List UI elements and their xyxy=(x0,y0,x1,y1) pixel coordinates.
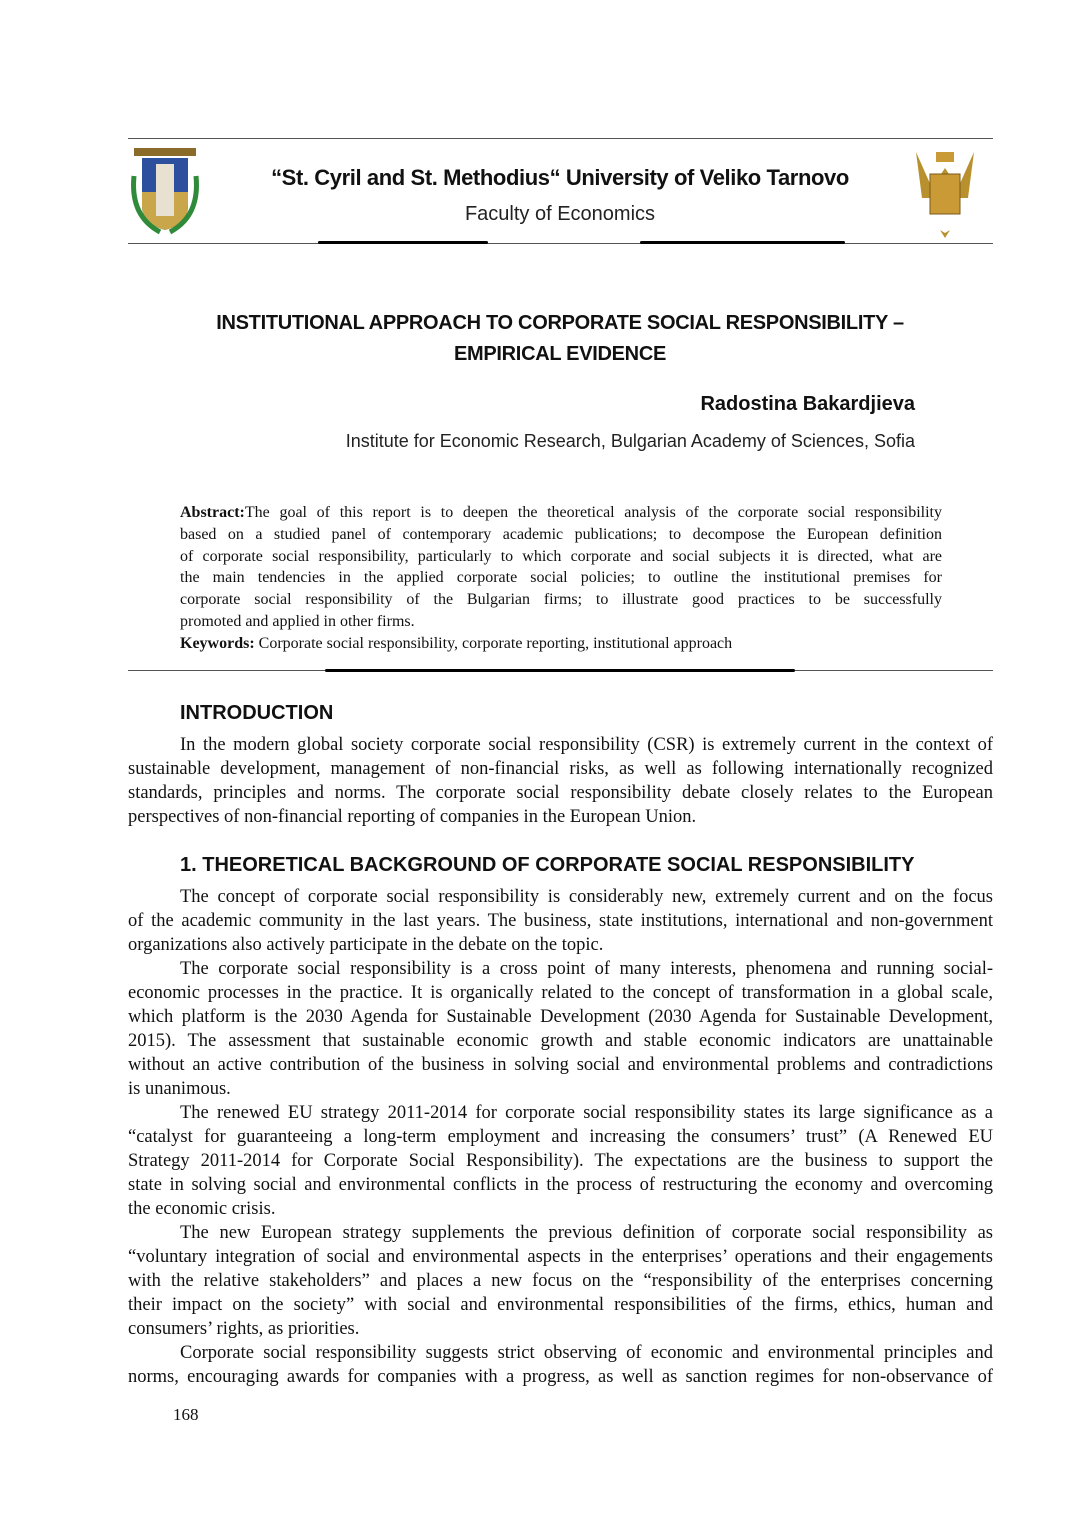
paragraph-line: The new European strategy supplements the previous definition of corporate social responsibility as xyxy=(180,1223,993,1243)
faculty-emblem-logo xyxy=(912,148,978,243)
paragraph-line: their impact on the society” with social and environmental responsibilities of the firms, ethics, human and xyxy=(128,1295,993,1315)
header-accent-bar xyxy=(640,241,845,244)
paragraph-line: without an active contribution of the business in solving social and environmental problems and contradictions xyxy=(128,1055,993,1075)
title-line: EMPIRICAL EVIDENCE xyxy=(453,343,667,365)
paragraph-line: Strategy 2011-2014 for Corporate Social Responsibility). The expectations are the business to support the xyxy=(128,1151,993,1171)
keywords xyxy=(180,633,942,655)
abstract-line: based on a studied panel of contemporary academic publications; to decompose the European definition xyxy=(180,525,942,543)
abstract-line: corporate social responsibility of the Bulgarian firms; to illustrate good practices to be successfully xyxy=(180,591,942,609)
paragraph-line: “catalyst for guaranteeing a long-term employment and increasing the consumers’ trust” (A Renewed EU xyxy=(128,1127,993,1147)
author-name: Radostina Bakardjieva xyxy=(700,393,915,415)
paragraph xyxy=(128,885,993,957)
paragraph-line: with the relative stakeholders” and places a new focus on the “responsibility of the enterprises concerning xyxy=(128,1271,993,1291)
paragraph-line: sustainable development, management of non-financial risks, as well as following internationally recognized xyxy=(128,759,993,779)
author-affiliation: Institute for Economic Research, Bulgarian Academy of Sciences, Sofia xyxy=(345,431,915,451)
abstract-label: Abstract: xyxy=(180,504,245,521)
header-accent-bar xyxy=(318,241,488,244)
paragraph-line: is unanimous. xyxy=(128,1079,231,1099)
paper-title xyxy=(150,308,970,370)
paragraph-line: In the modern global society corporate social responsibility (CSR) is extremely current in the context of xyxy=(180,735,993,755)
paragraph-line: organizations also actively participate in the debate on the topic. xyxy=(128,935,604,955)
paragraph-line: which platform is the 2030 Agenda for Sustainable Development (2030 Agenda for Sustainable Development, xyxy=(128,1007,993,1027)
paragraph-line: state in solving social and environmental conflicts in the process of restructuring the economy and overcoming xyxy=(128,1175,993,1195)
abstract xyxy=(180,502,942,655)
abstract-line xyxy=(180,502,942,524)
paragraph-line: The corporate social responsibility is a cross point of many interests, phenomena and running social- xyxy=(180,959,993,979)
abstract-line: promoted and applied in other firms. xyxy=(180,612,415,630)
title-line: INSTITUTIONAL APPROACH TO CORPORATE SOCIAL RESPONSIBILITY – xyxy=(216,312,904,334)
section-body-introduction xyxy=(128,733,993,829)
paragraph-line: standards, principles and norms. The corporate social responsibility debate closely relates to the European xyxy=(128,783,993,803)
paragraph-line: of the academic community in the last years. The business, state institutions, international and non-government xyxy=(128,911,993,931)
page-number: 168 xyxy=(173,1405,199,1424)
paragraph-line: perspectives of non-financial reporting of companies in the European Union. xyxy=(128,807,697,827)
university-name: “St. Cyril and St. Methodius“ University of Veliko Tarnovo xyxy=(271,165,849,190)
keywords-text: Corporate social responsibility, corporate reporting, institutional approach xyxy=(254,634,733,652)
section-heading-introduction: INTRODUCTION xyxy=(180,702,334,724)
header-top-rule xyxy=(128,138,993,139)
paragraph xyxy=(128,1341,993,1389)
paragraph-line: 2015). The assessment that sustainable economic growth and stable economic indicators are unattainable xyxy=(128,1031,993,1051)
abstract-line: of corporate social responsibility, particularly to which corporate and social subjects it is directed, what are xyxy=(180,547,942,565)
paragraph xyxy=(128,733,993,829)
abstract-accent-bar xyxy=(325,669,795,672)
abstract-line: the main tendencies in the applied corporate social policies; to outline the institutional premises for xyxy=(180,569,942,587)
paragraph-line: “voluntary integration of social and environmental aspects in the enterprises’ operations and their engagements xyxy=(128,1247,993,1267)
paragraph-line: The concept of corporate social responsibility is considerably new, extremely current and on the focus xyxy=(180,887,993,907)
section-heading-theoretical-background: 1. THEORETICAL BACKGROUND OF CORPORATE SOCIAL RESPONSIBILITY xyxy=(180,854,915,876)
faculty-name: Faculty of Economics xyxy=(464,203,656,225)
paragraph xyxy=(128,957,993,1101)
abstract-text: The goal of this report is to deepen the theoretical analysis of the corporate social responsibility xyxy=(244,504,942,521)
paragraph xyxy=(128,1101,993,1221)
paragraph-line: The renewed EU strategy 2011-2014 for corporate social responsibility states its large significance as a xyxy=(180,1103,993,1123)
paragraph-line: consumers’ rights, as priorities. xyxy=(128,1319,360,1339)
paragraph-line: economic processes in the practice. It is organically related to the concept of transformation in a global scale, xyxy=(128,983,993,1003)
paragraph-line: norms, encouraging awards for companies with a progress, as well as sanction regimes for non-observance of xyxy=(128,1367,993,1387)
header-bottom-rule xyxy=(128,243,993,244)
paragraph-line: Corporate social responsibility suggests strict observing of economic and environmental principles and xyxy=(180,1343,993,1363)
section-body-theoretical-background xyxy=(128,885,993,1389)
keywords-label: Keywords: xyxy=(180,634,255,652)
paragraph-line: the economic crisis. xyxy=(128,1199,276,1219)
paragraph xyxy=(128,1221,993,1341)
